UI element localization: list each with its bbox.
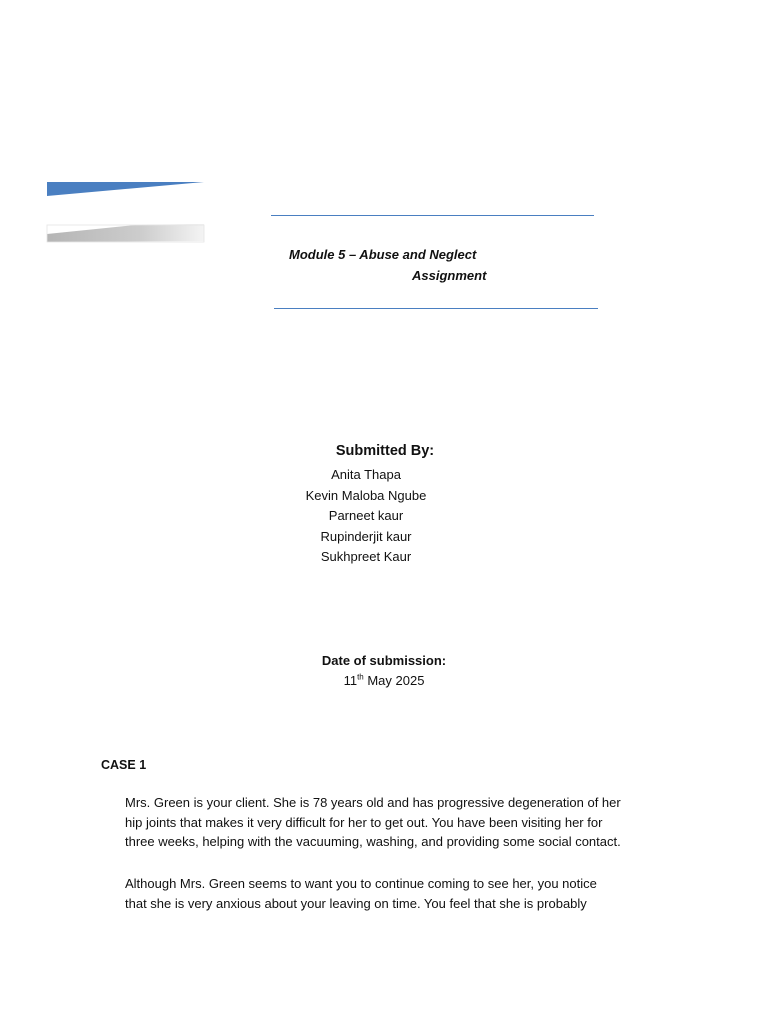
paragraph-line: Although Mrs. Green seems to want you to continue coming to see her, you notice	[125, 876, 597, 891]
submitted-by-heading	[0, 443, 768, 459]
submission-date	[0, 673, 768, 688]
date-of-submission-label: Date of submission:	[321, 653, 447, 668]
author-name: Parneet kaur	[328, 508, 404, 524]
module-subtitle: Assignment	[412, 268, 487, 283]
author-name: Rupinderjit kaur	[320, 528, 412, 544]
author-name: Sukhpreet Kaur	[320, 549, 412, 565]
title-top-rule	[271, 215, 594, 216]
blue-wedge-shape	[47, 182, 204, 196]
paragraph-line: hip joints that makes it very difficult for her to get out. You have been visiting her for	[125, 814, 603, 830]
submitted-by-label: Submitted By:	[335, 443, 435, 459]
gray-swoosh-shape	[47, 224, 204, 242]
author-list	[0, 465, 732, 568]
case-heading: CASE 1	[101, 758, 147, 772]
title-bottom-rule	[274, 308, 598, 309]
cover-decoration	[46, 180, 208, 246]
date-day: 11	[343, 673, 358, 688]
module-title: Module 5 – Abuse and Neglect	[289, 247, 477, 262]
author-name: Kevin Maloba Ngube	[305, 487, 427, 503]
case-paragraph-1	[125, 793, 685, 852]
date-ordinal-suffix: th	[357, 672, 364, 682]
paragraph-line: three weeks, helping with the vacuuming, washing, and providing some social contact.	[125, 834, 621, 850]
case-paragraph-2	[125, 874, 685, 913]
paragraph-line: Mrs. Green is your client. She is 78 years old and has progressive degeneration of her	[125, 795, 621, 810]
date-month-year: May 2025	[363, 673, 425, 688]
paragraph-line: that she is very anxious about your leaving on time. You feel that she is probably	[125, 895, 587, 911]
author-name: Anita Thapa	[331, 467, 401, 482]
